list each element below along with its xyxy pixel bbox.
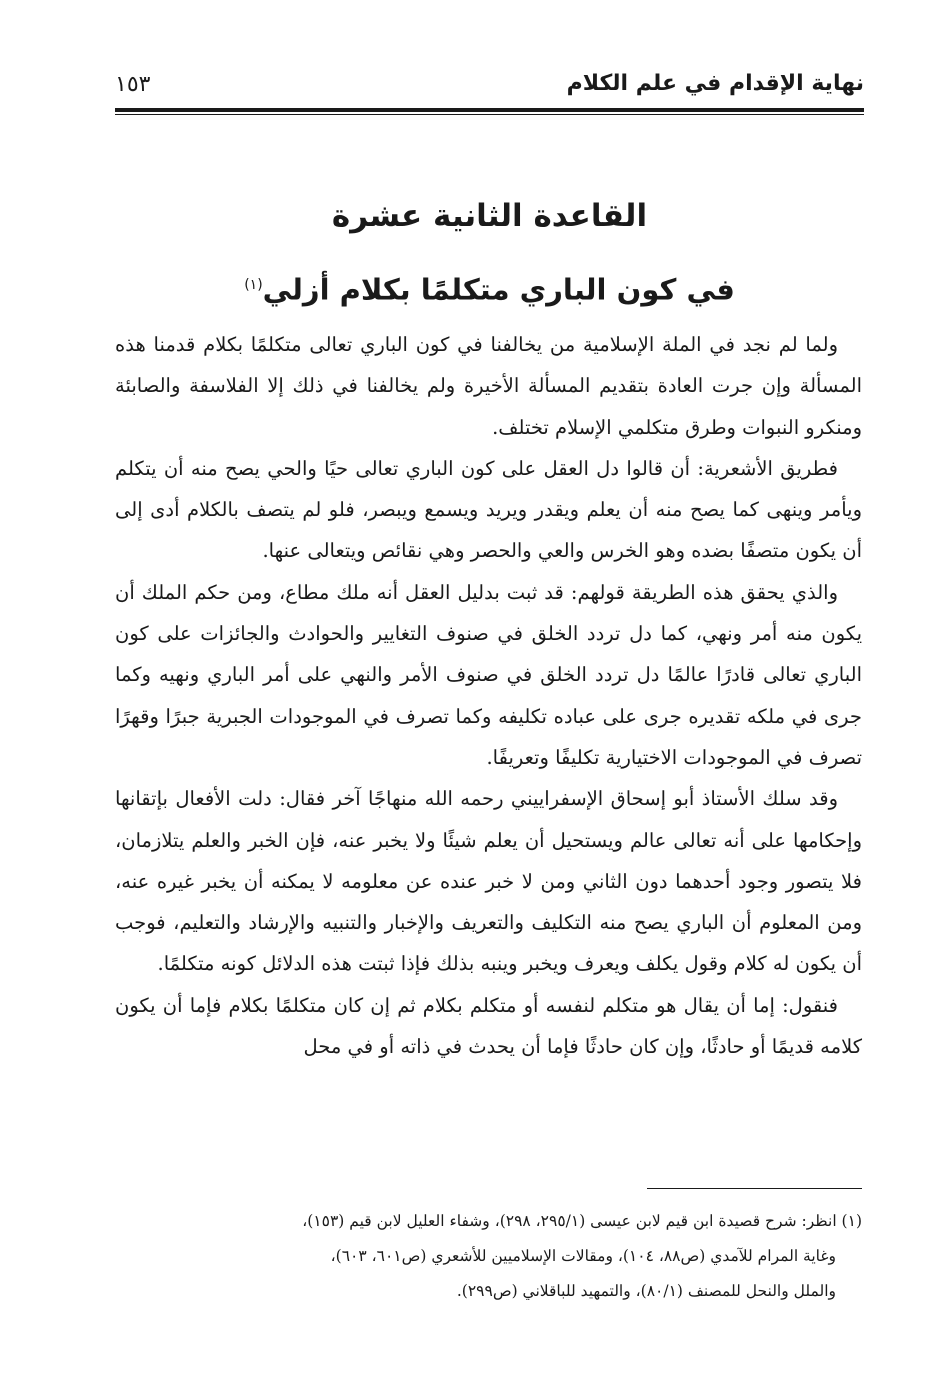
footnote-marker[interactable]: (١) [244, 277, 263, 293]
paragraph: والذي يحقق هذه الطريقة قولهم: قد ثبت بدليل العقل أنه ملك مطاع، ومن حكم الملك أن يكون منه أمر ونهي، كما دل تردد الخلق في صنوف التغايير والحوادث والجائزات على كون الباري تعالى قادرًا عالمًا دل تردد الخلق في صنوف الأمر والنهي على أمر الباري ونهيه وكما جرى في ملكه تقديره جرى على عباده تكليفه وكما تصرف في الموجودات الجبرية جبرًا وقهرًا تصرف في الموجودات الاختيارية تكليفًا وتعريفًا. [115, 580, 862, 769]
footnote-line: والملل والنحل للمصنف (٨٠/١)، والتمهيد للباقلاني (ص٢٩٩). [456, 1282, 836, 1300]
footnote-line: وغاية المرام للآمدي (ص٨٨، ١٠٤)، ومقالات الإسلاميين للأشعري (ص٦٠١، ٦٠٣)، [330, 1247, 836, 1265]
footnotes [115, 1204, 862, 1309]
header-rule-thin [115, 114, 864, 115]
paragraph: فطريق الأشعرية: أن قالوا دل العقل على كون الباري تعالى حيًا والحي يصح منه أن يتكلم ويأمر وينهى كما يصح منه أن يعلم ويقدر ويريد ويسمع ويبصر، فلو لم يتصف بالكلام أدى إلى أن يكون متصفًا بضده وهو الخرس والعي والحصر وهي نقائص ويتعالى عنها. [115, 456, 862, 563]
header-rule [115, 108, 864, 112]
paragraph: ولما لم نجد في الملة الإسلامية من يخالفنا في كون الباري تعالى متكلمًا بكلام قدمنا هذه المسألة وإن جرت العادة بتقديم المسألة الأخيرة ولم يخالفنا في ذلك إلا الفلاسفة والصابئة ومنكرو النبوات وطرق متكلمي الإسلام تختلف. [115, 333, 862, 439]
page-number: ١٥٣ [115, 72, 151, 97]
chapter-subtitle-text: في كون الباري متكلمًا بكلام أزلي [262, 272, 735, 307]
paragraph: وقد سلك الأستاذ أبو إسحاق الإسفراييني رحمه الله منهاجًا آخر فقال: دلت الأفعال بإتقانها وإحكامها على أنه تعالى عالم ويستحيل أن يعلم شيئًا ولا يخبر عنه، فإن الخبر والعلم يتلازمان، فلا يتصور وجود أحدهما دون الثاني ومن لا خبر عنده عن معلومه لا يمكنه أن يخبر غيره عنه، ومن المعلوم أن الباري يصح منه التكليف والتعريف والإخبار والتنبيه والإرشاد والتعليم، فوجب أن يكون له كلام وقول يكلف ويعرف ويخبر وينبه بذلك فإذا ثبتت هذه الدلائل كونه متكلمًا. [115, 787, 862, 976]
body-text [115, 324, 862, 1067]
paragraph: فنقول: إما أن يقال هو متكلم لنفسه أو متكلم بكلام ثم إن كان متكلمًا بكلام فإما أن يكون كلامه قديمًا أو حادثًا، وإن كان حادثًا فإما أن يحدث في ذاته أو في محل [115, 993, 862, 1059]
chapter-title: القاعدة الثانية عشرة [331, 198, 648, 234]
footnote-separator [647, 1188, 862, 1189]
book-title: نهاية الإقدام في علم الكلام [566, 71, 864, 96]
footnote-line: (١) انظر: شرح قصيدة ابن قيم لابن عيسى (٢٩٥/١، ٢٩٨)، وشفاء العليل لابن قيم (١٥٣)، [302, 1212, 862, 1230]
running-header [115, 66, 864, 106]
chapter-subtitle [115, 262, 864, 313]
